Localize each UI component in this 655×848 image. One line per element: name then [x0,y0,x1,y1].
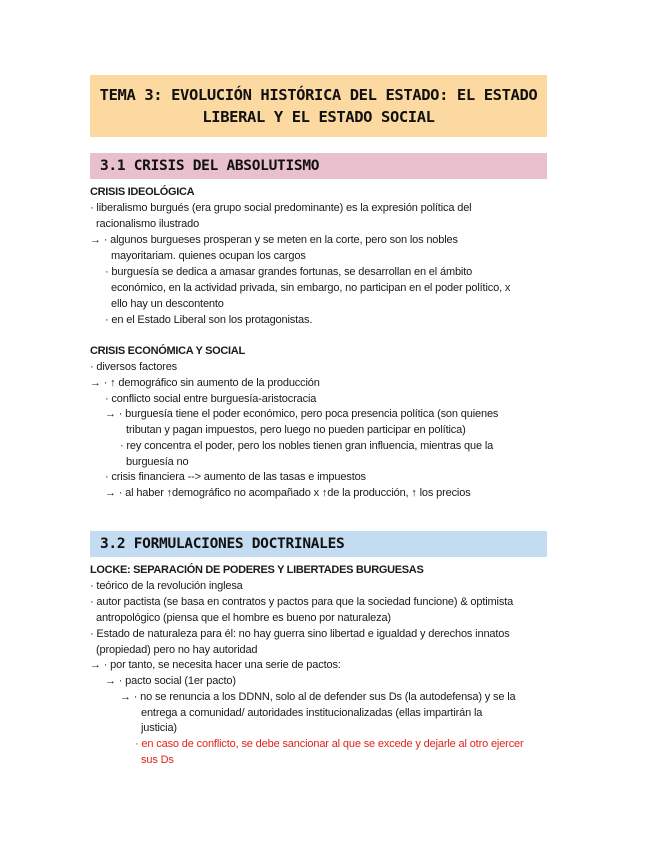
text-line: · conflicto social entre burguesía-aristocracia [105,393,317,405]
text-line: · teórico de la revolución inglesa [90,580,243,592]
text-line: → · por tanto, se necesita hacer una serie de pactos: [90,659,341,671]
text-line: · diversos factores [90,361,178,373]
text-line: → · algunos burgueses prosperan y se meten en la corte, pero son los nobles [90,234,458,246]
subheading-locke: LOCKE: SEPARACIÓN DE PODERES Y LIBERTADES BURGUESAS [90,564,424,576]
document-title-box [90,75,547,137]
text-line: → · no se renuncia a los DDNN, solo al de defender sus Ds (la autodefensa) y se la [120,691,516,703]
text-line: → · pacto social (1er pacto) [105,675,236,687]
text-line: antropológico (piensa que el hombre es bueno por naturaleza) [96,612,391,624]
text-line: justicia) [141,722,177,734]
section-heading-1: 3.1 CRISIS DEL ABSOLUTISMO [90,153,547,179]
text-line: · autor pactista (se basa en contratos y pactos para que la sociedad funcione) & optimista [90,596,514,608]
section-heading-2: 3.2 FORMULACIONES DOCTRINALES [90,531,547,557]
text-line: · rey concentra el poder, pero los nobles tienen gran influencia, mientras que la [120,440,494,452]
text-line: burguesía no [126,456,189,468]
text-line: → · al haber ↑demográfico no acompañado x ↑de la producción, ↑ los precios [105,487,471,499]
text-line: · liberalismo burgués (era grupo social predominante) es la expresión política del [90,202,472,214]
text-line: · crisis financiera --> aumento de las tasas e impuestos [105,471,366,483]
text-line: mayoritariam. quienes ocupan los cargos [111,250,306,262]
text-line: · Estado de naturaleza para él: no hay guerra sino libertad e igualdad y derechos innatos [90,628,510,640]
highlighted-text-line: · en caso de conflicto, se debe sancionar al que se excede y dejarle al otro ejercer [135,738,524,750]
text-line: económico, en la actividad privada, sin embargo, no participan en el poder político, x [111,282,511,294]
subheading-crisis-ideologica: CRISIS IDEOLÓGICA [90,186,195,198]
text-line: → · ↑ demográfico sin aumento de la producción [90,377,320,389]
highlighted-text-line: sus Ds [141,754,174,766]
text-line: · en el Estado Liberal son los protagonistas. [105,314,313,326]
text-line: racionalismo ilustrado [96,218,200,230]
text-line: (propiedad) pero no hay autoridad [96,644,258,656]
text-line: ello hay un descontento [111,298,224,310]
text-line: → · burguesía tiene el poder económico, pero poca presencia política (son quienes [105,408,499,420]
title-line-2: LIBERAL Y EL ESTADO SOCIAL [202,108,435,126]
text-line: entrega a comunidad/ autoridades institucionalizadas (ellas impartirán la [141,707,483,719]
text-line: · burguesía se dedica a amasar grandes fortunas, se desarrollan en el ámbito [105,266,473,278]
subheading-crisis-economica: CRISIS ECONÓMICA Y SOCIAL [90,345,245,357]
title-line-1: TEMA 3: EVOLUCIÓN HISTÓRICA DEL ESTADO: EL ESTADO [99,86,538,104]
text-line: tributan y pagan impuestos, pero luego no pueden participar en política) [126,424,466,436]
